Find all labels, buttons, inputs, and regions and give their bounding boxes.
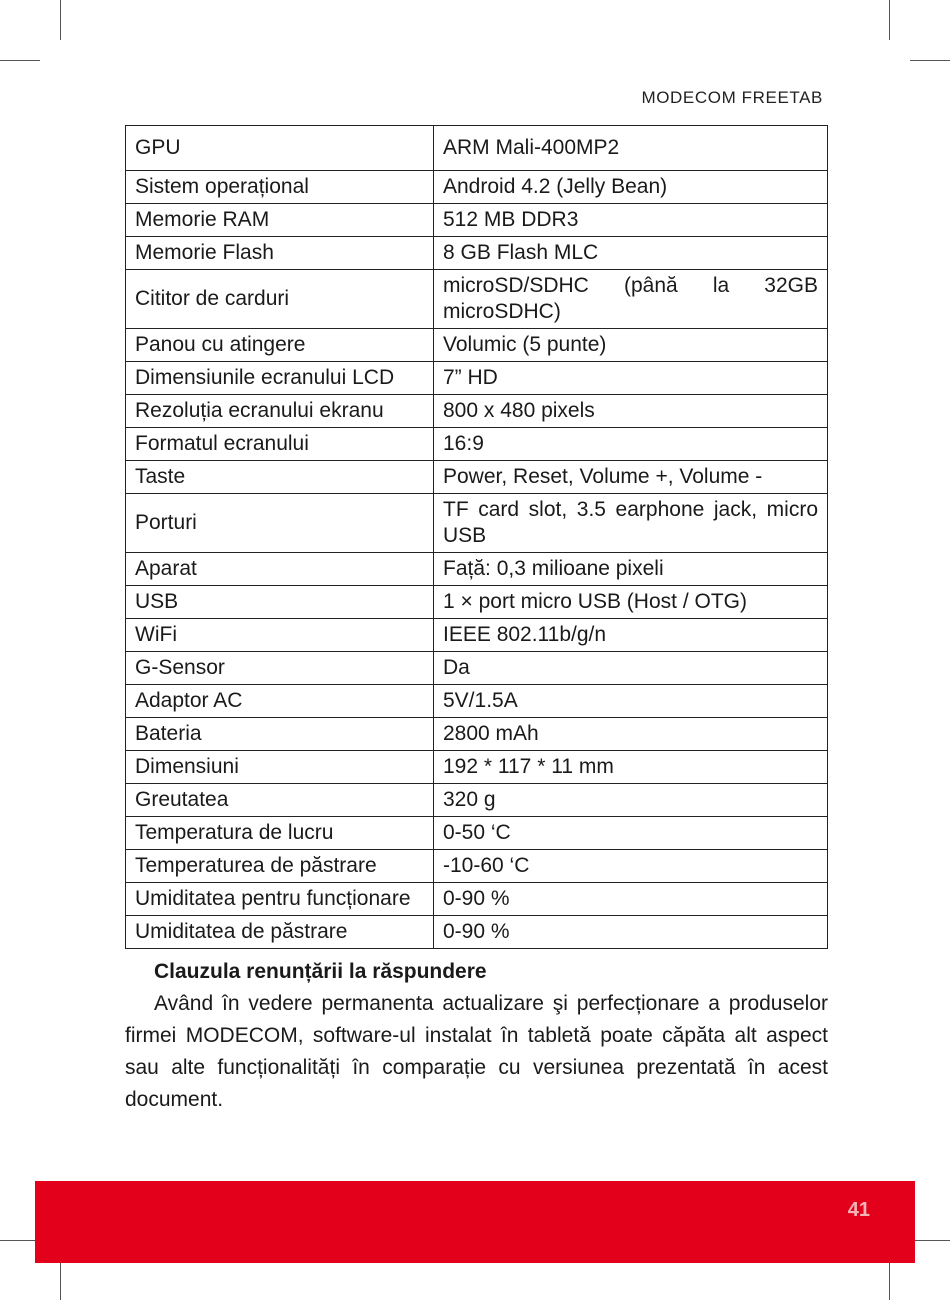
spec-value: 192 * 117 * 11 mm <box>434 751 828 784</box>
table-row <box>126 916 828 949</box>
spec-value: Android 4.2 (Jelly Bean) <box>434 171 828 204</box>
table-row <box>126 784 828 817</box>
spec-value: Power, Reset, Volume +, Volume - <box>434 461 828 494</box>
page-header: MODECOM FREETAB <box>641 88 823 107</box>
table-row <box>126 652 828 685</box>
table-row <box>126 685 828 718</box>
crop-mark <box>889 0 890 40</box>
spec-value: IEEE 802.11b/g/n <box>434 619 828 652</box>
spec-label: WiFi <box>126 619 434 652</box>
spec-label: Dimensiuni <box>126 751 434 784</box>
crop-mark <box>910 60 950 61</box>
table-row <box>126 751 828 784</box>
spec-value: Față: 0,3 milioane pixeli <box>434 553 828 586</box>
table-row <box>126 126 828 171</box>
table-row <box>126 494 828 553</box>
spec-label: Umiditatea pentru funcționare <box>126 883 434 916</box>
crop-mark <box>889 1260 890 1300</box>
spec-label: Taste <box>126 461 434 494</box>
table-row <box>126 329 828 362</box>
crop-mark <box>60 1260 61 1300</box>
spec-value: 5V/1.5A <box>434 685 828 718</box>
spec-value: TF card slot, 3.5 earphone jack, micro USB <box>434 494 828 553</box>
table-row <box>126 850 828 883</box>
footer-band <box>35 1181 915 1263</box>
spec-label: GPU <box>126 126 434 171</box>
spec-label: Panou cu atingere <box>126 329 434 362</box>
spec-value: 320 g <box>434 784 828 817</box>
table-row <box>126 461 828 494</box>
spec-label: Greutatea <box>126 784 434 817</box>
spec-label: Memorie Flash <box>126 237 434 270</box>
spec-label: Porturi <box>126 494 434 553</box>
spec-value: ARM Mali-400MP2 <box>434 126 828 171</box>
crop-mark <box>910 1240 950 1241</box>
spec-value: 16:9 <box>434 428 828 461</box>
table-row <box>126 270 828 329</box>
spec-label: Bateria <box>126 718 434 751</box>
spec-value: -10-60 ‘C <box>434 850 828 883</box>
spec-label: Memorie RAM <box>126 204 434 237</box>
table-row <box>126 237 828 270</box>
disclaimer-text: Având în vedere permanenta actualizare şi perfecționare a produselor firmei MODECOM, software-ul instalat în tabletă poate căpăta alt aspect sau alte funcționalități în comparație cu versiunea prezentată în acest document. <box>125 992 828 1111</box>
table-row <box>126 718 828 751</box>
spec-value: 512 MB DDR3 <box>434 204 828 237</box>
table-row <box>126 553 828 586</box>
table-row <box>126 586 828 619</box>
spec-value: 2800 mAh <box>434 718 828 751</box>
table-row <box>126 619 828 652</box>
spec-value: Da <box>434 652 828 685</box>
crop-mark <box>0 1240 40 1241</box>
spec-label: Dimensiunile ecranului LCD <box>126 362 434 395</box>
spec-label: Formatul ecranului <box>126 428 434 461</box>
table-row <box>126 428 828 461</box>
table-row <box>126 204 828 237</box>
spec-label: Cititor de carduri <box>126 270 434 329</box>
spec-label: Aparat <box>126 553 434 586</box>
spec-label: Sistem operațional <box>126 171 434 204</box>
spec-label: Adaptor AC <box>126 685 434 718</box>
spec-value: Volumic (5 punte) <box>434 329 828 362</box>
table-row <box>126 883 828 916</box>
spec-table <box>125 125 828 949</box>
spec-value: microSD/SDHC (până la 32GB microSDHC) <box>434 270 828 329</box>
crop-mark <box>60 0 61 40</box>
spec-label: G-Sensor <box>126 652 434 685</box>
spec-label: Umiditatea de păstrare <box>126 916 434 949</box>
spec-label: Rezoluția ecranului ekranu <box>126 395 434 428</box>
page-number: 41 <box>847 1199 870 1221</box>
spec-value: 800 x 480 pixels <box>434 395 828 428</box>
crop-mark <box>0 60 40 61</box>
table-row <box>126 362 828 395</box>
spec-value: 8 GB Flash MLC <box>434 237 828 270</box>
spec-label: USB <box>126 586 434 619</box>
disclaimer-section <box>125 956 828 1116</box>
spec-label: Temperatura de lucru <box>126 817 434 850</box>
table-row <box>126 171 828 204</box>
disclaimer-title: Clauzula renunțării la răspundere <box>154 960 487 983</box>
spec-value: 0-90 % <box>434 883 828 916</box>
spec-label: Temperaturea de păstrare <box>126 850 434 883</box>
spec-value: 1 × port micro USB (Host / OTG) <box>434 586 828 619</box>
spec-value: 7” HD <box>434 362 828 395</box>
spec-value: 0-90 % <box>434 916 828 949</box>
table-row <box>126 395 828 428</box>
table-row <box>126 817 828 850</box>
spec-value: 0-50 ‘C <box>434 817 828 850</box>
